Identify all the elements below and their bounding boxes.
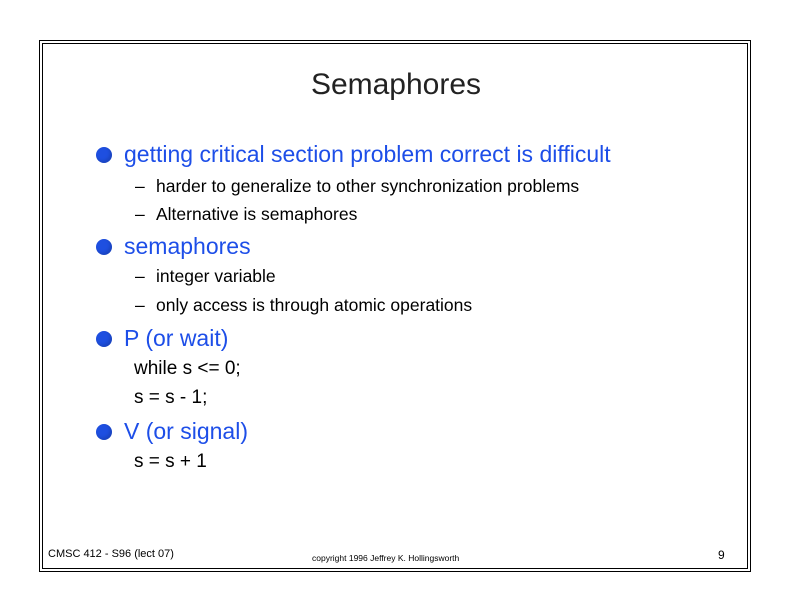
sub-item	[135, 176, 579, 197]
bullet-text: getting critical section problem correct is difficult	[124, 141, 611, 167]
sub-item	[135, 204, 357, 225]
course-footer: CMSC 412 - S96 (lect 07)	[48, 548, 174, 560]
bullet-item	[96, 141, 611, 168]
bullet-item	[96, 233, 251, 260]
bullet-dot-icon	[96, 331, 112, 347]
sub-item-text: harder to generalize to other synchronization problems	[156, 176, 580, 196]
bullet-dot-icon	[96, 239, 112, 255]
sub-item-text: integer variable	[156, 266, 276, 286]
dash-icon: –	[135, 295, 145, 315]
bullet-item	[96, 418, 248, 445]
dash-icon: –	[135, 266, 145, 286]
bullet-text: P (or wait)	[124, 325, 229, 351]
bullet-dot-icon	[96, 424, 112, 440]
slide-title: Semaphores	[310, 68, 482, 101]
sub-item-text: only access is through atomic operations	[156, 295, 473, 315]
bullet-text: semaphores	[124, 233, 251, 259]
sub-item-text: Alternative is semaphores	[156, 204, 358, 224]
code-line: s = s - 1;	[134, 387, 208, 408]
code-line: s = s + 1	[134, 451, 207, 472]
dash-icon: –	[135, 204, 145, 224]
page-number: 9	[718, 548, 725, 562]
copyright-footer: copyright 1996 Jeffrey K. Hollingsworth	[312, 553, 460, 563]
bullet-text: V (or signal)	[124, 418, 248, 444]
code-line: while s <= 0;	[134, 358, 241, 379]
sub-item	[135, 295, 472, 316]
sub-item	[135, 266, 276, 287]
bullet-dot-icon	[96, 147, 112, 163]
dash-icon: –	[135, 176, 145, 196]
bullet-item	[96, 325, 228, 352]
